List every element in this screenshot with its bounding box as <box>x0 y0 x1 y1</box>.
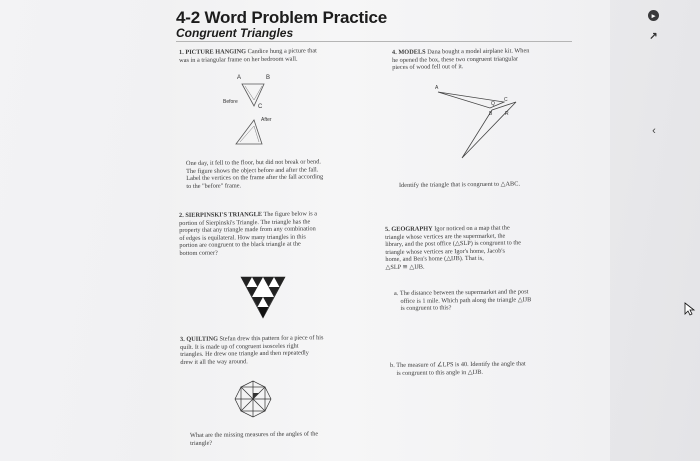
airplane-wood-pieces-diagram <box>430 86 540 162</box>
problem-5-text <box>385 224 521 271</box>
problem-3-body: Stefan drew this pattern for a piece of his quilt. It is made up of congruent isosceles right triangles. He drew one triangle and then repeatedly drew it all the way around. <box>180 334 324 366</box>
title-divider <box>176 41 572 42</box>
quilt-pattern-diagram <box>234 380 272 418</box>
vertex-c-label-p4: C <box>504 97 508 103</box>
page-subtitle: Congruent Triangles <box>176 26 294 40</box>
vertex-q-label-p4: Q <box>491 101 495 107</box>
picture-frame-before-diagram <box>240 82 270 112</box>
problem-4-body: Dana bought a model airplane kit. When he opened the box, these two congruent triangular pieces of wood fell out of it. <box>392 47 530 72</box>
mouse-cursor-icon <box>684 302 694 316</box>
problem-2-text <box>179 210 318 257</box>
vertex-a-label: A <box>237 75 242 81</box>
problem-4-heading: 4. MODELS <box>392 48 426 56</box>
vertex-c-label: C <box>258 104 263 110</box>
problem-2-body: The figure below is a portion of Sierpinski's Triangle. The triangle has the property that any triangle made from any combination of edges is equilateral. How many triangles in this portion are congruent to the black triangle at the bottom corner? <box>179 210 318 257</box>
problem-3-question: What are the missing measures of the angles of the triangle? <box>190 430 319 447</box>
sierpinski-triangle-diagram <box>240 276 286 320</box>
chevron-left-icon[interactable]: ‹ <box>652 125 656 137</box>
problem-5-body: Igor noticed on a map that the triangle whose vertices are the supermarket, the library, and the post office (△SLP) is congruent to the triangle whose vertices are Igor's home, Jacob's home, and Ben's home (△IJB). That is, △SLP ≅ △IJB. <box>385 224 522 271</box>
problem-2-heading: 2. SIERPINSKI'S TRIANGLE <box>179 210 263 219</box>
problem-3-heading: 3. QUILTING <box>180 335 219 343</box>
problem-5-part-b: b. The measure of ∠LPS is 40. Identify the angle that is congruent to this angle in △IJB. <box>390 360 526 377</box>
problem-4-text <box>392 47 530 71</box>
vertex-a-label-p4: A <box>435 85 439 91</box>
problem-5-part-a: a. The distance between the supermarket and the post office is 1 mile. Which path along the triangle △IJB is congruent to this? <box>394 288 532 313</box>
picture-frame-after-diagram <box>232 118 272 148</box>
after-label: After <box>261 117 272 123</box>
more-circle-icon[interactable]: ▸ <box>648 10 659 21</box>
expand-icon[interactable]: ↗ <box>649 31 658 42</box>
problem-5-heading: 5. GEOGRAPHY <box>385 225 433 233</box>
problem-3-text <box>180 334 324 366</box>
problem-1-body: One day, it fell to the floor, but did not break or bend. The figure shows the object before and after the fall. Label the vertices on the frame after the fall according to the "before" frame. <box>186 158 324 190</box>
problem-1-intro: Candice hung a picture that was in a triangular frame on her bedroom wall. <box>179 47 317 64</box>
problem-1-text <box>179 47 317 64</box>
page-title: 4-2 Word Problem Practice <box>176 8 388 27</box>
problem-4-question: Identify the triangle that is congruent to △ABC. <box>399 180 521 189</box>
before-label: Before <box>223 99 238 105</box>
vertex-b-label-p4: B <box>489 111 493 117</box>
vertex-b-label: B <box>266 75 271 81</box>
problem-1-heading: 1. PICTURE HANGING <box>179 48 247 56</box>
vertex-r-label-p4: R <box>505 111 509 117</box>
